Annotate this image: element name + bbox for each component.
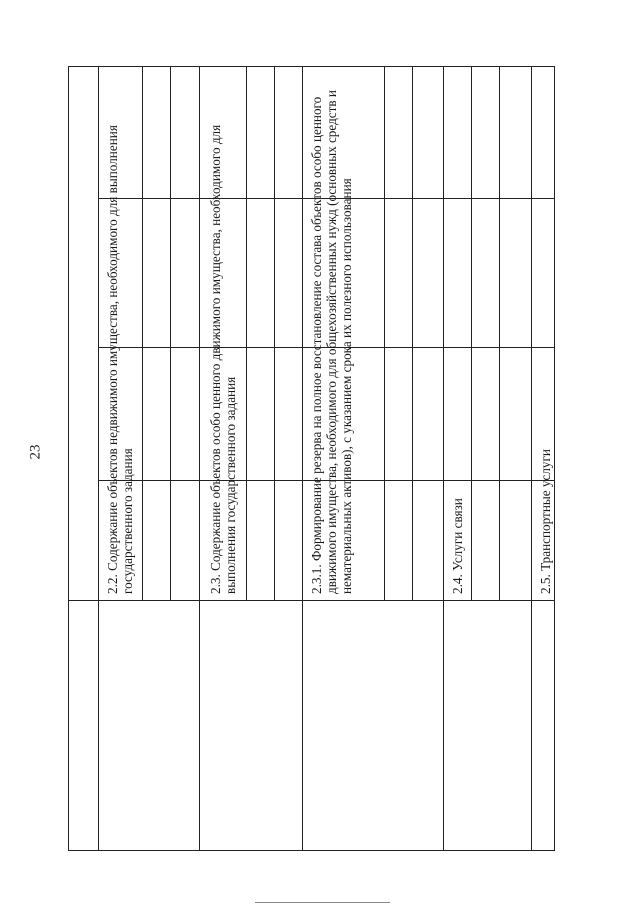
table-border-bottom xyxy=(68,850,555,851)
row-2-5-label: 2.5. Транспортные услуги xyxy=(538,449,553,594)
subrow-line-d2 xyxy=(499,66,500,600)
subrow-line-c2 xyxy=(412,66,413,600)
subrow-line-b2 xyxy=(274,66,275,600)
row-2-2-label: 2.2. Содержание объектов недвижимого имущества, необходимого для выполнения государственного задания xyxy=(105,125,136,594)
subrow-line-a1 xyxy=(142,66,143,600)
row-separator-4 xyxy=(443,66,444,851)
row-separator-2 xyxy=(199,66,200,851)
row-separator-3 xyxy=(302,66,303,851)
subrow-line-b1 xyxy=(246,66,247,600)
row-separator-1 xyxy=(98,66,99,851)
subrow-line-d1 xyxy=(471,66,472,600)
page-number: 23 xyxy=(27,444,44,460)
table-border-right xyxy=(554,66,555,851)
row-2-4-label: 2.4. Услуги связи xyxy=(450,498,465,594)
scan-mark-bottom xyxy=(255,902,390,903)
subrow-line-c1 xyxy=(384,66,385,600)
row-2-3-1-label: 2.3.1. Формирование резерва на полное восстановление состава объектов особо ценного движимого имущества, необходимого для общехозяйственных нужд (основных средств и нематериальных активов), с указанием срока их полезного использования xyxy=(309,90,355,594)
table-line-left-inner xyxy=(68,730,69,850)
table-column-separator xyxy=(68,600,555,601)
subrow-line-a2 xyxy=(170,66,171,600)
row-2-3-label: 2.3. Содержание объектов особо ценного движимого имущества, необходимого для выполнения государственного задания xyxy=(208,124,239,594)
row-separator-5 xyxy=(531,66,532,851)
